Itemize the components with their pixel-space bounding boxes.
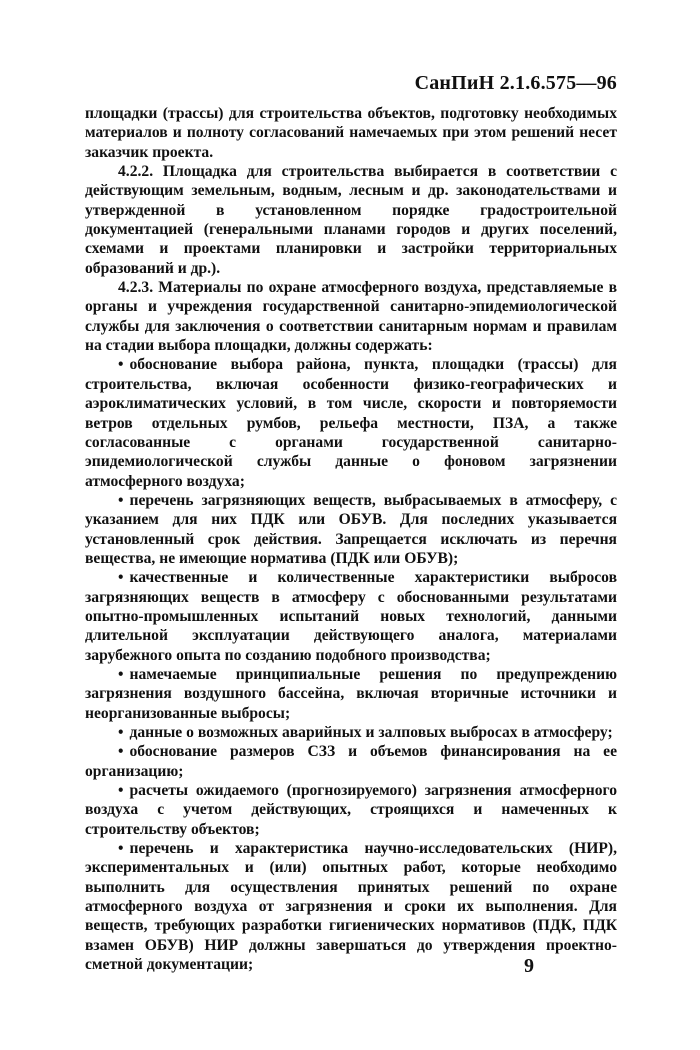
bullet-item: • намечаемые принципиальные решения по предупреждению загрязнения воздушного бассейна, включая вторичные источники и неорганизованные выбросы; [85, 665, 617, 723]
clause-4-2-2: 4.2.2. Площадка для строительства выбирается в соответствии с действующим земельным, водным, лесным и др. законодательствами и утвержденной в установленном порядке градостроительной документацией (генеральными планами городов и других поселений, схемами и проектами планировки и застройки территориальных образований и др.). [85, 163, 617, 277]
bullet-item: • перечень и характеристика научно-исследовательских (НИР), экспериментальных и (или) опытных работ, которые необходимо выполнить для осуществления принятых решений по охране атмосферного воздуха от загрязнения и сроки их выполнения. Для веществ, требующих разработки гигиенических нормативов (ПДК, ПДК взамен ОБУВ) НИР должны завершаться до утверждения проектно-сметной документации; [85, 839, 617, 974]
document-body [85, 104, 617, 974]
bullet-item: • качественные и количественные характеристики выбросов загрязняющих веществ в атмосферу с обоснованными результатами опытно-промышленных испытаний новых технологий, данными длительной эксплуатации действующего аналога, материалами зарубежного опыта по созданию подобного производства; [85, 568, 617, 665]
document-code-header: СанПиН 2.1.6.575—96 [414, 72, 617, 94]
bullet-item: • расчеты ожидаемого (прогнозируемого) загрязнения атмосферного воздуха с учетом действующих, строящихся и намеченных к строительству объектов; [85, 781, 617, 839]
paragraph-continuation: площадки (трассы) для строительства объектов, подготовку необходимых материалов и полноту согласований намечаемых при этом решений несет заказчик проекта. [85, 105, 617, 161]
bullet-item: • обоснование размеров СЗЗ и объемов финансирования на ее организацию; [85, 742, 617, 781]
page-number: 9 [524, 955, 534, 977]
bullet-item: • обоснование выбора района, пункта, площадки (трассы) для строительства, включая особенности физико-географических и аэроклиматических условий, в том числе, скорости и повторяемости ветров отдельных румбов, рельефа местности, ПЗА, а также согласованные с органами государственной санитарно-эпидемиологической службы данные о фоновом загрязнении атмосферного воздуха; [85, 355, 617, 490]
bullet-item: • перечень загрязняющих веществ, выбрасываемых в атмосферу, с указанием для них ПДК или ОБУВ. Для последних указывается установленный срок действия. Запрещается исключать из перечня вещества, не имеющие норматива (ПДК или ОБУВ); [85, 491, 617, 568]
clause-4-2-3: 4.2.3. Материалы по охране атмосферного воздуха, представляемые в органы и учреждения государственной санитарно-эпидемиологической службы для заключения о соответствии санитарным нормам и правилам на стадии выбора площадки, должны содержать: [85, 279, 617, 355]
bullet-item: • данные о возможных аварийных и залповых выбросах в атмосферу; [85, 723, 617, 742]
